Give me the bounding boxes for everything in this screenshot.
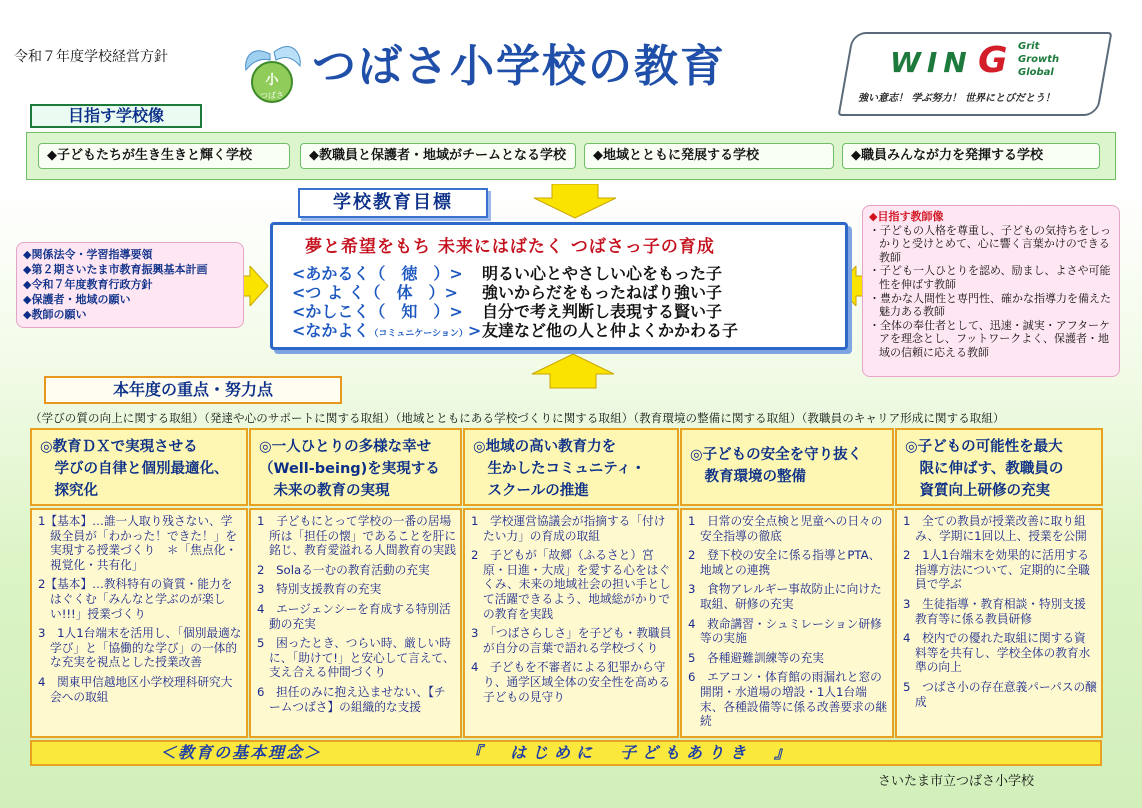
aims-title: 目指す学校像	[30, 104, 202, 128]
column-item: 2 登下校の安全に係る指導とPTA、地域との連携	[688, 548, 881, 577]
goal-row	[292, 318, 738, 341]
column-body	[463, 508, 679, 738]
column-head-line: 資質向上研修の充実	[905, 483, 1050, 499]
column-head-line: 探究化	[40, 483, 98, 499]
aim-item: ◆職員みんなが力を発揮する学校	[842, 143, 1100, 169]
teacher-item: ・子ども一人ひとりを認め、励まし、よさや可能性を伸ばす教師	[869, 264, 1111, 291]
basis-box	[16, 242, 244, 328]
column-item: 4 関東甲信越地区小学校理科研究大会への取組	[38, 674, 233, 704]
column-item: 5 つばさ小の存在意義パーパスの醸成	[903, 679, 1097, 709]
teacher-item: ・豊かな人間性と専門性、確かな指導力を備えた魅力ある教師	[869, 291, 1111, 319]
column-head-line: 学びの自律と個別最適化、	[40, 461, 229, 477]
column-item: 5 各種避難訓練等の充実	[688, 650, 824, 665]
aim-item: ◆地域とともに発展する学校	[584, 143, 834, 169]
column-item: 3 特別支援教育の充実	[257, 582, 382, 597]
column-item: 5 困ったとき、つらい時、厳しい時に、「助けて!」と安心して言えて、支え合える仲間づくり	[257, 636, 455, 680]
basis-item: ◆関係法令・学習指導要領	[23, 248, 153, 261]
wing-sub-growth: Growth	[1018, 54, 1060, 65]
school-name: さいたま市立つばさ小学校	[878, 774, 1035, 789]
basic-philosophy-motto: 『 はじめに 子どもありき 』	[466, 743, 797, 762]
column-body	[680, 508, 894, 738]
goal-desc: 明るい心とやさしい心をもった子	[482, 264, 723, 283]
column-body	[249, 508, 462, 738]
basis-item: ◆第２期さいたま市教育振興基本計画	[23, 263, 208, 276]
column-item: 2 子どもが「故郷（ふるさと）宮原・日進・大成」を愛する心をはぐくみ、未来の地域社会の担い手として活躍できるよう、地域総がかりでの教育を実践	[471, 548, 671, 621]
column-item: 3 食物アレルギー事故防止に向けた取組、研修の充実	[688, 582, 882, 611]
column-item: 1 子どもにとって学校の一番の居場所は「担任の懐」であることを肝に銘じ、教育愛溢れる人間教育の実践	[257, 514, 457, 558]
column-head-line: ◎教育ＤＸで実現させる	[40, 439, 198, 455]
page-title: つばさ小学校の教育	[312, 41, 726, 92]
column-item: 3 生徒指導・教育相談・特別支援教育等に係る教員研修	[903, 596, 1086, 626]
goal-key: <あかるく（ 徳 ）>	[292, 264, 463, 283]
goal-key-end: >	[467, 321, 482, 340]
goal-headline: 夢と希望をもち 未来にはばたく つばさっ子の育成	[305, 237, 715, 257]
goal-desc: 強いからだをもったねばり強い子	[482, 283, 723, 302]
goal-key: <つ よ く（ 体 ）>	[292, 283, 458, 302]
goal-desc: 自分で考え判断し表現する賢い子	[482, 302, 723, 321]
goal-key: <かしこく（ 知 ）>	[292, 302, 463, 321]
column-head-line: （Well-being)を実現する	[259, 461, 440, 477]
column-head-line: ◎一人ひとりの多様な幸せ	[259, 439, 432, 455]
basic-philosophy-label: ＜教育の基本理念＞	[160, 743, 323, 762]
column-item: 1 日常の安全点検と児童への日々の安全指導の徹底	[688, 514, 883, 543]
goal-desc: 友達など他の人と仲よくかかわる子	[482, 321, 739, 340]
column-item: 4 エージェンシーを育成する特別活動の充実	[257, 601, 451, 631]
column-item: 4 子どもを不審者による犯罪から守り、通学区域全体の安全性を高める子どもの見守り	[471, 660, 671, 704]
column-head-line: 未来の教育の実現	[259, 483, 390, 499]
column-item: 1 学校運営協議会が指摘する「付けたい力」の育成の取組	[471, 514, 666, 543]
school-logo-icon	[240, 40, 304, 110]
teacher-item: ・全体の奉仕者として、迅速・誠実・アフターケアを理念とし、フットワークよく、保護者・地域の信頼に応える教師	[869, 318, 1111, 359]
wing-sub-grit: Grit	[1018, 41, 1040, 52]
wing-slogan: 強い意志！ 学ぶ努力！ 世界にとびだとう！	[858, 93, 1055, 104]
column-head-line: ◎子どもの安全を守り抜く	[690, 447, 863, 463]
wing-sub-words	[1018, 40, 1059, 79]
basis-item: ◆教師の願い	[23, 308, 87, 321]
column-head-line: ◎地域の高い教育力を	[473, 439, 617, 455]
wing-sub-global: Global	[1018, 67, 1054, 78]
goal-title: 学校教育目標	[298, 188, 488, 218]
up-arrow-icon	[528, 354, 618, 390]
column-item: 2 Solaる一むの教育活動の充実	[257, 562, 430, 577]
column-item: 2【基本】…教科特有の資質・能力をはぐくむ「みんなと学ぶのが楽しい!!!」授業づくり	[38, 577, 233, 621]
goal-key	[292, 318, 482, 341]
teacher-title: ◆目指す教師像	[869, 210, 944, 223]
column-item: 6 担任のみに抱え込ませない、【チームつばさ】の組織的な支援	[257, 684, 446, 714]
wing-word: WIN	[890, 46, 973, 79]
goal-key-small: （コミュニケーション）	[369, 329, 468, 339]
column-head	[895, 428, 1103, 506]
column-head-line: スクールの推進	[473, 483, 589, 499]
column-item: 2 1人1台端末を効果的に活用する指導方法について、定期的に全職員で学ぶ	[903, 548, 1090, 592]
fiscal-year-label: 令和７年度学校経営方針	[14, 49, 168, 65]
column-head	[249, 428, 462, 506]
column-item: 6 エアコン・体育館の雨漏れと窓の開閉・水道場の増設・1人1台端末、各種設備等に係る改善要求の継続	[688, 670, 888, 729]
column-item: 4 校内での優れた取組に関する資料等を共有し、学校全体の教育水準の向上	[903, 631, 1091, 675]
basis-item: ◆保護者・地域の願い	[23, 293, 131, 306]
down-arrow-icon	[530, 184, 620, 220]
basic-philosophy-band	[30, 740, 1102, 766]
column-body	[895, 508, 1103, 738]
priorities-title: 本年度の重点・努力点	[44, 376, 342, 404]
column-head-line: 教育環境の整備	[690, 469, 806, 485]
logo-text-bottom: つばさ	[260, 91, 284, 100]
column-head-line: 限に伸ばす、教職員の	[905, 461, 1064, 477]
teacher-item: ・子どもの人格を尊重し、子どもの気持ちをしっかりと受けとめて、心に響く言葉かけのできる教師	[869, 223, 1111, 264]
column-item: 1 全ての教員が授業改善に取り組み、学期に1回以上、授業を公開	[903, 514, 1087, 543]
column-head	[680, 428, 894, 506]
wing-g-letter: G	[978, 40, 1008, 81]
column-item: 3 1人1台端末を活用し、「個別最適な学び」と「協働的な学び」の一体的な充実を視点とした授業改善	[38, 626, 242, 670]
column-head-line: ◎子どもの可能性を最大	[905, 439, 1063, 455]
teacher-box	[862, 205, 1120, 377]
column-head	[463, 428, 679, 506]
column-item: 4 救命講習・シュミレーション研修等の実施	[688, 616, 882, 646]
priorities-subtitle: （学びの質の向上に関する取組）（発達や心のサポートに関する取組）（地域とともにある学校づくりに関する取組）（教育環境の整備に関する取組）（教職員のキャリア形成に関する取組）	[30, 411, 1005, 425]
aim-item: ◆子どもたちが生き生きと輝く学校	[38, 143, 290, 169]
column-head	[30, 428, 248, 506]
column-body	[30, 508, 248, 738]
column-item: 3 「つばさらしさ」を子ども・教職員が自分の言葉で語れる学校づくり	[471, 626, 672, 655]
logo-text-top: 小	[265, 73, 279, 88]
aim-item: ◆教職員と保護者・地域がチームとなる学校	[300, 143, 576, 169]
goal-key-main: <なかよく	[292, 321, 370, 340]
basis-item: ◆令和７年度教育行政方針	[23, 278, 153, 291]
column-head-line: 生かしたコミュニティ・	[473, 461, 646, 477]
column-item: 1【基本】…誰一人取り残さない、学級全員が「わかった！できた！」を実現する授業づくり ＊「焦点化・視覚化・共有化」	[38, 514, 238, 572]
